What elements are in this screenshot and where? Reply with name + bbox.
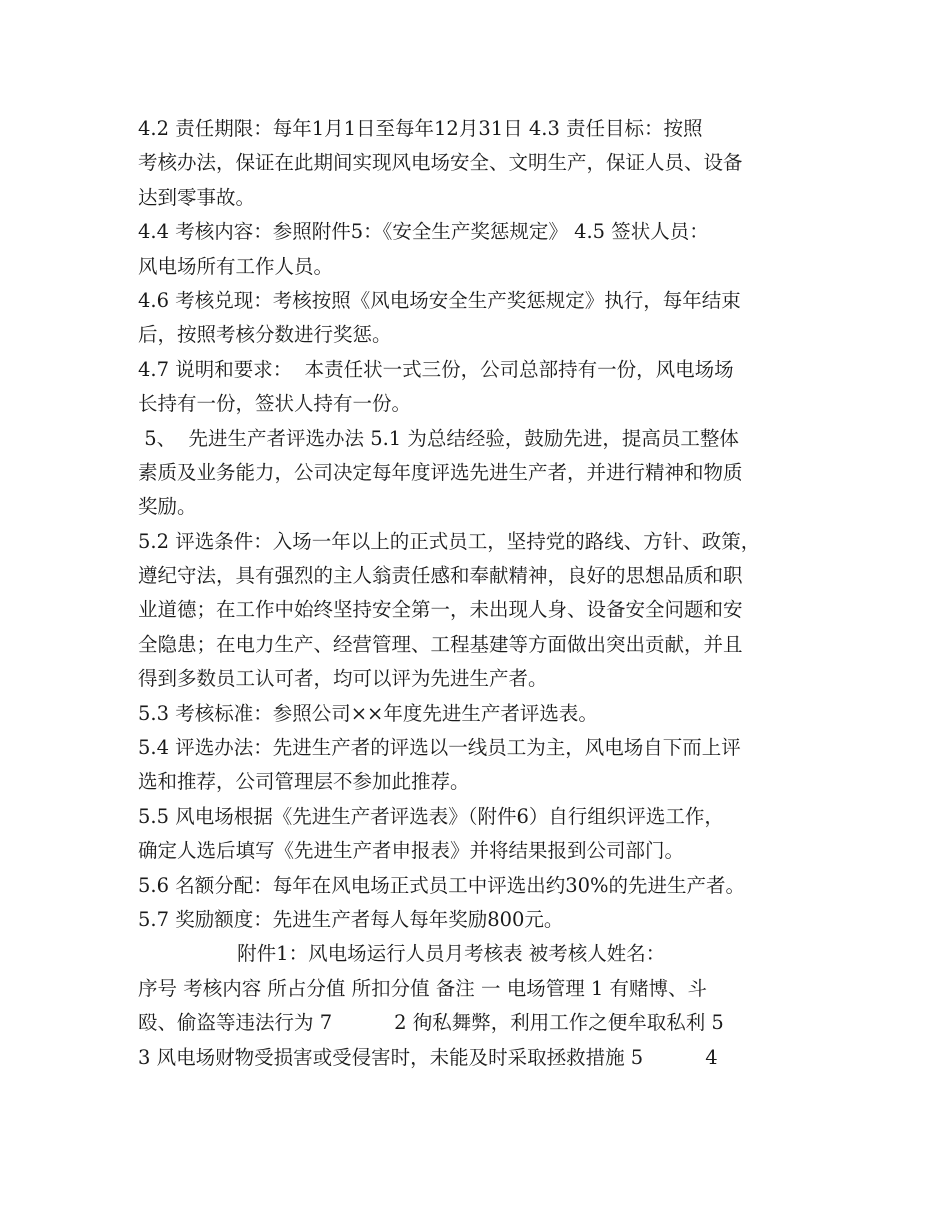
- text-line: 业道德；在工作中始终坚持安全第一，未出现人身、设备安全问题和安: [138, 598, 743, 622]
- text-line: 4.2 责任期限：每年1月1日至每年12月31日 4.3 责任目标：按照: [138, 117, 703, 140]
- text-line: 5.6 名额分配：每年在风电场正式员工中评选出约30%的先进生产者。: [138, 873, 746, 897]
- text-line: 确定人选后填写《先进生产者申报表》并将结果报到公司部门。: [138, 839, 685, 863]
- text-line: 5.2 评选条件：入场一年以上的正式员工，坚持党的路线、方针、政策，: [138, 529, 761, 553]
- text-line: 考核办法，保证在此期间实现风电场安全、文明生产，保证人员、设备: [138, 151, 743, 175]
- text-line: 4.4 考核内容：参照附件5：《安全生产奖惩规定》 4.5 签状人员：: [138, 220, 709, 244]
- text-line: 素质及业务能力，公司决定每年度评选先进生产者，并进行精神和物质: [138, 460, 743, 484]
- text-line: 5.7 奖励额度：先进生产者每人每年奖励800元。: [138, 907, 564, 931]
- text-line: 5.5 风电场根据《先进生产者评选表》（附件6）自行组织评选工作，: [138, 804, 724, 828]
- text-line: 选和推荐，公司管理层不参加此推荐。: [138, 770, 470, 794]
- text-line: 达到零事故。: [138, 185, 256, 209]
- text-line: 奖励。: [138, 495, 197, 519]
- text-line: 5.3 考核标准：参照公司××年度先进生产者评选表。: [138, 701, 598, 725]
- text-line: 4.7 说明和要求： 本责任状一式三份，公司总部持有一份，风电场场: [138, 357, 734, 381]
- text-line: 4.6 考核兑现：考核按照《风电场安全生产奖惩规定》执行，每年结束: [138, 288, 741, 312]
- text-line: 殴、偷盗等违法行为 7 2 徇私舞弊，利用工作之便牟取私利 5: [138, 1011, 724, 1035]
- text-line: 风电场所有工作人员。: [138, 254, 334, 278]
- text-line: 5、 先进生产者评选办法 5.1 为总结经验，鼓励先进，提高员工整体: [138, 426, 739, 450]
- text-line: 全隐患；在电力生产、经营管理、工程基建等方面做出突出贡献，并且: [138, 632, 743, 656]
- text-line: 长持有一份，签状人持有一份。: [138, 392, 412, 416]
- text-line: 附件1：风电场运行人员月考核表 被考核人姓名：: [138, 942, 666, 966]
- text-line: 得到多数员工认可者，均可以评为先进生产者。: [138, 667, 548, 691]
- document-body: [138, 112, 818, 1075]
- text-line: 序号 考核内容 所占分值 所扣分值 备注 一 电场管理 1 有赌博、斗: [138, 976, 707, 1000]
- text-line: 后，按照考核分数进行奖惩。: [138, 323, 392, 347]
- text-line: 5.4 评选办法：先进生产者的评选以一线员工为主，风电场自下而上评: [138, 736, 741, 760]
- text-line: 3 风电场财物受损害或受侵害时，未能及时采取拯救措施 5 4: [138, 1045, 718, 1069]
- text-line: 遵纪守法，具有强烈的主人翁责任感和奉献精神，良好的思想品质和职: [138, 564, 743, 588]
